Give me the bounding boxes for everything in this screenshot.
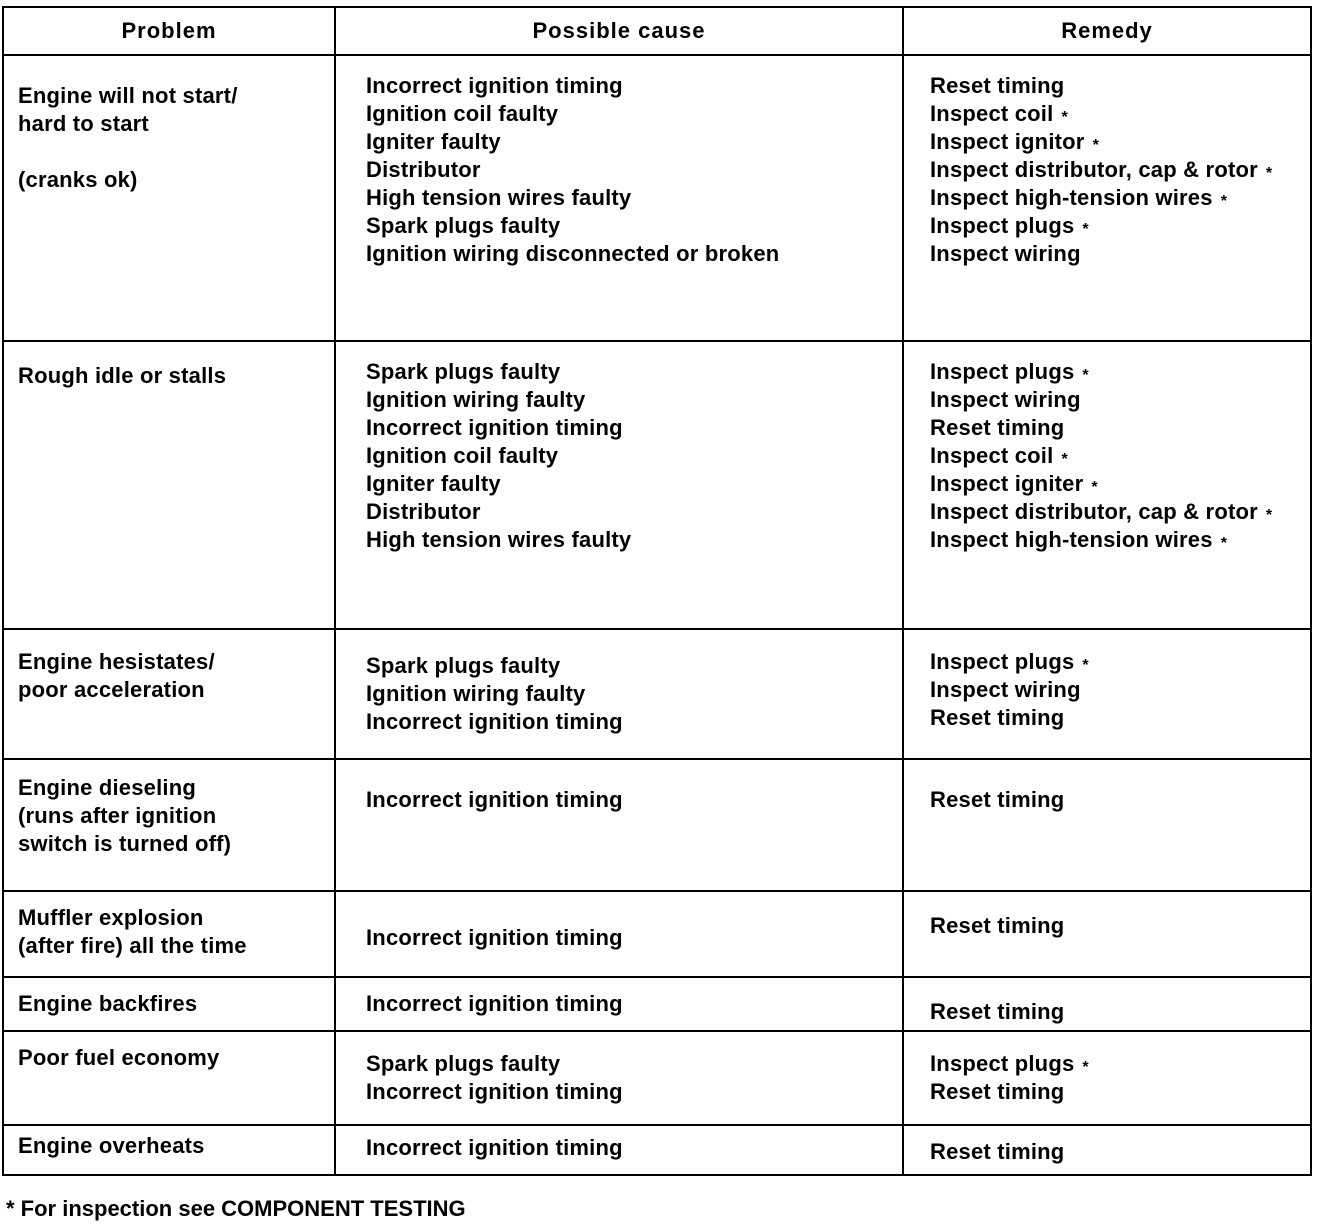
- remedy-line: [930, 676, 1300, 704]
- remedy-cell: [903, 759, 1311, 891]
- asterisk-marker: *: [1091, 479, 1098, 496]
- remedy-cell: [903, 341, 1311, 629]
- problem-text: [4, 1126, 334, 1160]
- remedy-line: [930, 786, 1300, 814]
- problem-cell: [3, 629, 335, 759]
- remedy-text: Inspect wiring: [930, 241, 1081, 266]
- cause-line: Igniter faulty: [366, 129, 501, 154]
- problem-cell: [3, 1031, 335, 1125]
- cause-list: [336, 978, 902, 1018]
- problem-line: poor acceleration: [18, 677, 205, 702]
- problem-text: [4, 760, 334, 858]
- cause-line: Incorrect ignition timing: [366, 1135, 623, 1160]
- remedy-text: Reset timing: [930, 415, 1065, 440]
- cause-line: Spark plugs faulty: [366, 359, 561, 384]
- remedy-line: [930, 704, 1300, 732]
- cause-list: [336, 630, 902, 736]
- asterisk-marker: *: [1061, 109, 1068, 126]
- problem-line: (cranks ok): [18, 167, 138, 192]
- cause-list: [336, 760, 902, 814]
- remedy-text: Inspect plugs: [930, 213, 1075, 238]
- table-row: [3, 891, 1311, 977]
- problem-text: [4, 892, 334, 960]
- cause-cell: [335, 1125, 903, 1175]
- remedy-list: [904, 342, 1310, 554]
- cause-line: Ignition wiring disconnected or broken: [366, 241, 780, 266]
- problem-line: Muffler explosion: [18, 905, 204, 930]
- remedy-line: [930, 998, 1300, 1026]
- remedy-cell: [903, 891, 1311, 977]
- header-problem: Problem: [3, 7, 335, 55]
- remedy-line: [930, 128, 1300, 156]
- remedy-text: Inspect wiring: [930, 387, 1081, 412]
- table-row: [3, 341, 1311, 629]
- troubleshooting-sheet: [2, 6, 1310, 1176]
- problem-line: Engine will not start/: [18, 83, 238, 108]
- remedy-line: [930, 470, 1300, 498]
- remedy-list: [904, 1126, 1310, 1166]
- cause-cell: [335, 759, 903, 891]
- remedy-text: Inspect igniter: [930, 471, 1084, 496]
- cause-line: Incorrect ignition timing: [366, 991, 623, 1016]
- cause-list: [336, 342, 902, 554]
- cause-line: Igniter faulty: [366, 471, 501, 496]
- remedy-line: [930, 526, 1300, 554]
- cause-cell: [335, 1031, 903, 1125]
- problem-text: [4, 342, 334, 390]
- problem-line: Engine dieseling: [18, 775, 197, 800]
- remedy-list: [904, 978, 1310, 1026]
- cause-list: [336, 1032, 902, 1106]
- header-possible-cause: Possible cause: [335, 7, 903, 55]
- problem-cell: [3, 55, 335, 341]
- problem-text: [4, 56, 334, 194]
- problem-text: [4, 978, 334, 1018]
- cause-list: [336, 1126, 902, 1162]
- cause-line: Ignition coil faulty: [366, 443, 559, 468]
- remedy-cell: [903, 1125, 1311, 1175]
- remedy-list: [904, 760, 1310, 814]
- cause-line: Ignition coil faulty: [366, 101, 559, 126]
- problem-text: [4, 1032, 334, 1072]
- cause-cell: [335, 341, 903, 629]
- asterisk-marker: *: [1265, 165, 1273, 182]
- cause-cell: [335, 977, 903, 1031]
- problem-text: [4, 630, 334, 704]
- remedy-line: [930, 156, 1300, 184]
- cause-line: Incorrect ignition timing: [366, 73, 623, 98]
- remedy-text: Inspect distributor, cap & rotor: [930, 499, 1258, 524]
- remedy-text: Inspect plugs: [930, 359, 1075, 384]
- cause-line: Incorrect ignition timing: [366, 787, 623, 812]
- problem-line: Engine hesistates/: [18, 649, 215, 674]
- remedy-line: [930, 100, 1300, 128]
- asterisk-marker: *: [1082, 1059, 1089, 1076]
- asterisk-marker: *: [1265, 507, 1273, 524]
- troubleshooting-table: [2, 6, 1312, 1176]
- remedy-text: Inspect distributor, cap & rotor: [930, 157, 1258, 182]
- remedy-line: [930, 358, 1300, 386]
- footnote: * For inspection see COMPONENT TESTING: [6, 1196, 466, 1221]
- remedy-text: Reset timing: [930, 787, 1065, 812]
- cause-line: Incorrect ignition timing: [366, 709, 623, 734]
- remedy-line: [930, 212, 1300, 240]
- remedy-line: [930, 240, 1300, 268]
- asterisk-marker: *: [1092, 137, 1099, 154]
- remedy-text: Reset timing: [930, 1139, 1065, 1164]
- table-row: [3, 55, 1311, 341]
- problem-cell: [3, 759, 335, 891]
- remedy-cell: [903, 55, 1311, 341]
- remedy-line: [930, 72, 1300, 100]
- problem-line: Poor fuel economy: [18, 1045, 220, 1070]
- problem-cell: [3, 977, 335, 1031]
- cause-line: Distributor: [366, 499, 481, 524]
- remedy-line: [930, 414, 1300, 442]
- cause-line: Spark plugs faulty: [366, 213, 561, 238]
- problem-cell: [3, 1125, 335, 1175]
- remedy-text: Reset timing: [930, 73, 1065, 98]
- table-row: [3, 629, 1311, 759]
- line-gap: [18, 138, 324, 166]
- remedy-line: [930, 442, 1300, 470]
- table-body: [3, 55, 1311, 1175]
- remedy-line: [930, 1078, 1300, 1106]
- cause-cell: [335, 629, 903, 759]
- problem-line: Engine overheats: [18, 1133, 205, 1158]
- problem-line: (after fire) all the time: [18, 933, 247, 958]
- problem-line: Rough idle or stalls: [18, 363, 227, 388]
- remedy-text: Inspect high-tension wires: [930, 185, 1213, 210]
- remedy-text: Reset timing: [930, 1079, 1065, 1104]
- remedy-line: [930, 1138, 1300, 1166]
- remedy-cell: [903, 977, 1311, 1031]
- problem-line: hard to start: [18, 111, 149, 136]
- asterisk-marker: *: [1220, 193, 1228, 210]
- remedy-list: [904, 56, 1310, 268]
- problem-line: switch is turned off): [18, 831, 232, 856]
- cause-line: Incorrect ignition timing: [366, 1079, 623, 1104]
- remedy-line: [930, 184, 1300, 212]
- remedy-line: [930, 498, 1300, 526]
- table-row: [3, 1031, 1311, 1125]
- remedy-text: Inspect plugs: [930, 649, 1075, 674]
- remedy-line: [930, 386, 1300, 414]
- remedy-list: [904, 630, 1310, 732]
- asterisk-marker: *: [1082, 367, 1089, 384]
- remedy-text: Inspect plugs: [930, 1051, 1075, 1076]
- table-row: [3, 1125, 1311, 1175]
- remedy-line: [930, 1050, 1300, 1078]
- cause-line: High tension wires faulty: [366, 185, 632, 210]
- remedy-text: Inspect coil: [930, 101, 1054, 126]
- header-remedy: Remedy: [903, 7, 1311, 55]
- cause-line: Spark plugs faulty: [366, 1051, 561, 1076]
- remedy-line: [930, 912, 1300, 940]
- cause-line: Incorrect ignition timing: [366, 415, 623, 440]
- remedy-cell: [903, 1031, 1311, 1125]
- cause-line: Distributor: [366, 157, 481, 182]
- cause-cell: [335, 55, 903, 341]
- asterisk-marker: *: [1082, 221, 1089, 238]
- remedy-text: Inspect coil: [930, 443, 1054, 468]
- remedy-text: Inspect high-tension wires: [930, 527, 1213, 552]
- problem-cell: [3, 341, 335, 629]
- remedy-list: [904, 892, 1310, 940]
- cause-line: Incorrect ignition timing: [366, 925, 623, 950]
- cause-line: Ignition wiring faulty: [366, 681, 586, 706]
- remedy-line: [930, 648, 1300, 676]
- remedy-list: [904, 1032, 1310, 1106]
- asterisk-marker: *: [1061, 451, 1068, 468]
- problem-cell: [3, 891, 335, 977]
- remedy-text: Reset timing: [930, 705, 1065, 730]
- asterisk-marker: *: [1220, 535, 1228, 552]
- cause-cell: [335, 891, 903, 977]
- cause-list: [336, 56, 902, 268]
- problem-line: Engine backfires: [18, 991, 198, 1016]
- header-row: [3, 7, 1311, 55]
- table-row: [3, 759, 1311, 891]
- remedy-text: Inspect wiring: [930, 677, 1081, 702]
- cause-line: Spark plugs faulty: [366, 653, 561, 678]
- remedy-text: Reset timing: [930, 913, 1065, 938]
- remedy-text: Inspect ignitor: [930, 129, 1085, 154]
- remedy-text: Reset timing: [930, 999, 1065, 1024]
- table-row: [3, 977, 1311, 1031]
- cause-line: Ignition wiring faulty: [366, 387, 586, 412]
- problem-line: (runs after ignition: [18, 803, 217, 828]
- cause-list: [336, 892, 902, 952]
- asterisk-marker: *: [1082, 657, 1089, 674]
- cause-line: High tension wires faulty: [366, 527, 632, 552]
- remedy-cell: [903, 629, 1311, 759]
